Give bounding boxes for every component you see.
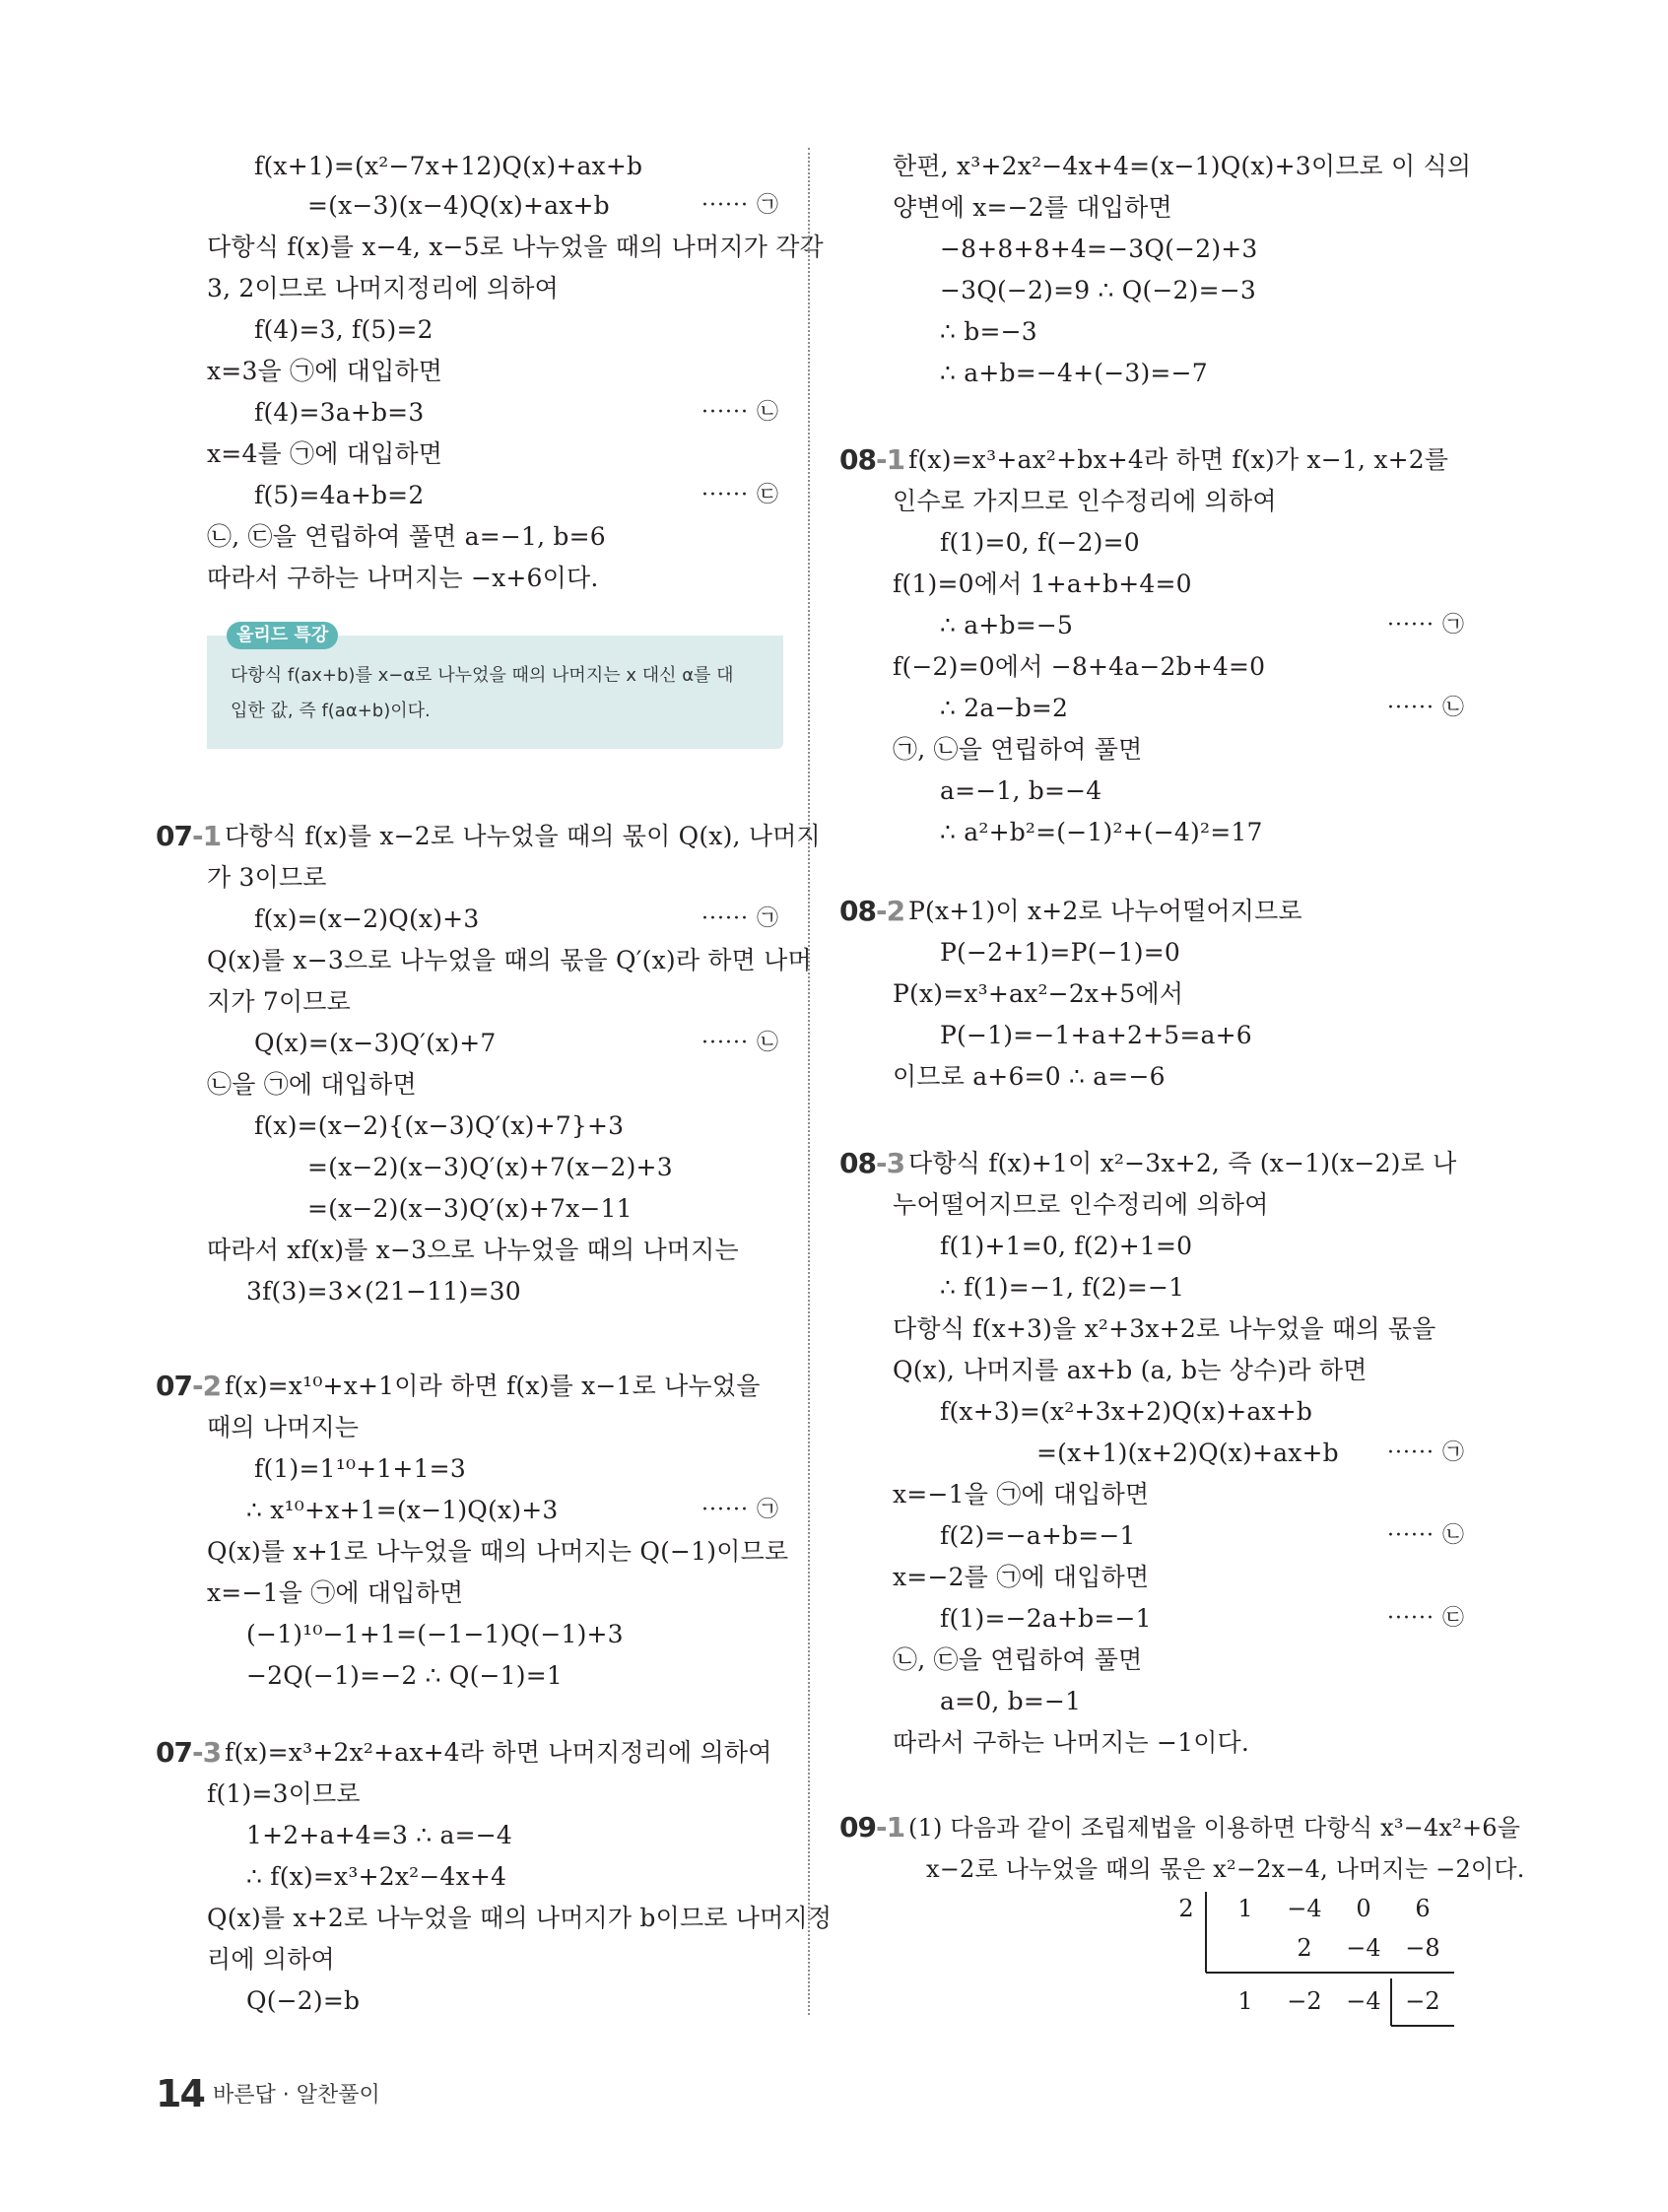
equation-ref: ······ ㉠: [1387, 1441, 1465, 1465]
text-line: x−2로 나누었을 때의 몫은 x²−2x−4, 나머지는 −2이다.: [926, 1855, 1525, 1883]
synth-cell: −8: [1405, 1934, 1440, 1962]
text-line: =(x−2)(x−3)Q′(x)+7(x−2)+3: [307, 1153, 673, 1181]
equation-ref: ······ ㉡: [1387, 1523, 1465, 1548]
text-line: =(x−2)(x−3)Q′(x)+7x−11: [307, 1194, 633, 1223]
problem-label-09-1: 09-1: [839, 1811, 905, 1843]
text-line: f(x+3)=(x²+3x+2)Q(x)+ax+b: [940, 1397, 1313, 1426]
problem-label-08-2: 08-2: [839, 895, 905, 927]
synth-cell: −4: [1287, 1895, 1322, 1922]
text-line: P(−1)=−1+a+2+5=a+6: [940, 1021, 1252, 1049]
text-line: x=−1을 ㉠에 대입하면: [893, 1480, 1150, 1508]
text-line: 지가 7이므로: [207, 987, 352, 1016]
text-line: f(2)=−a+b=−1: [940, 1521, 1136, 1550]
text-line: P(−2+1)=P(−1)=0: [940, 938, 1181, 967]
text-line: a=−1, b=−4: [940, 776, 1102, 805]
tip-box: [207, 625, 783, 749]
text-line: 따라서 구하는 나머지는 −x+6이다.: [207, 564, 599, 592]
text-line: ∴ b=−3: [940, 317, 1037, 346]
text-line: (−1)¹⁰−1+1=(−1−1)Q(−1)+3: [246, 1620, 624, 1648]
text-line: ∴ x¹⁰+x+1=(x−1)Q(x)+3: [246, 1496, 559, 1524]
text-line: 다항식 f(x)+1이 x²−3x+2, 즉 (x−1)(x−2)로 나: [908, 1149, 1457, 1177]
text-line: x=−2를 ㉠에 대입하면: [893, 1563, 1150, 1591]
text-line: 3, 2이므로 나머지정리에 의하여: [207, 274, 559, 302]
problem-label-07-1: 07-1: [156, 820, 222, 852]
text-line: x=4를 ㉠에 대입하면: [207, 439, 443, 468]
text-line: ∴ 2a−b=2: [940, 694, 1069, 722]
column-divider: [808, 148, 810, 2015]
text-line: Q(x)=(x−3)Q′(x)+7: [254, 1029, 497, 1057]
text-line: f(5)=4a+b=2: [254, 481, 425, 509]
text-line: Q(x), 나머지를 ax+b (a, b는 상수)라 하면: [893, 1356, 1368, 1384]
text-line: x=−1을 ㉠에 대입하면: [207, 1578, 464, 1607]
text-line: 인수로 가지므로 인수정리에 의하여: [893, 487, 1277, 515]
page-number: 14: [156, 2072, 204, 2115]
text-line: 1+2+a+4=3 ∴ a=−4: [246, 1821, 513, 1849]
footer-title: 바른답 · 알찬풀이: [213, 2083, 380, 2108]
equation-ref: ······ ㉡: [701, 1031, 779, 1055]
synth-remainder: −2: [1405, 1987, 1440, 2015]
text-line: x=3을 ㉠에 대입하면: [207, 357, 443, 385]
text-line: 따라서 xf(x)를 x−3으로 나누었을 때의 나머지는: [207, 1236, 739, 1264]
text-line: Q(x)를 x+2로 나누었을 때의 나머지가 b이므로 나머지정: [207, 1904, 833, 1932]
equation-ref: ······ ㉢: [1387, 1606, 1465, 1631]
text-line: f(4)=3, f(5)=2: [254, 315, 434, 344]
text-line: f(1)=3이므로: [207, 1779, 361, 1808]
text-line: 가 3이므로: [207, 863, 327, 892]
synth-cell: −4: [1346, 1987, 1381, 2015]
tip-text: 입한 값, 즉 f(aα+b)이다.: [231, 701, 431, 721]
tip-text: 다항식 f(ax+b)를 x−α로 나누었을 때의 나머지는 x 대신 α를 대: [231, 665, 734, 686]
text-line: ∴ a+b=−5: [940, 611, 1074, 639]
text-line: f(−2)=0에서 −8+4a−2b+4=0: [893, 652, 1266, 681]
text-line: f(x)=x³+2x²+ax+4라 하면 나머지정리에 의하여: [225, 1738, 772, 1767]
text-line: ㉡, ㉢을 연립하여 풀면 a=−1, b=6: [207, 522, 606, 551]
text-line: P(x+1)이 x+2로 나누어떨어지므로: [908, 897, 1302, 925]
text-line: 다항식 f(x)를 x−2로 나누었을 때의 몫이 Q(x), 나머지: [225, 822, 821, 850]
text-line: a=0, b=−1: [940, 1687, 1082, 1715]
text-line: (1) 다음과 같이 조립제법을 이용하면 다항식 x³−4x²+6을: [908, 1814, 1521, 1842]
text-line: Q(x)를 x+1로 나누었을 때의 나머지는 Q(−1)이므로: [207, 1537, 789, 1566]
text-line: ∴ a+b=−4+(−3)=−7: [940, 359, 1208, 387]
text-line: ㉡, ㉢을 연립하여 풀면: [893, 1645, 1143, 1674]
synth-cell: 6: [1415, 1895, 1431, 1922]
equation-ref: ······ ㉠: [701, 1498, 779, 1522]
equation-ref: ······ ㉡: [1387, 696, 1465, 720]
equation-ref: ······ ㉡: [701, 400, 779, 425]
text-line: f(4)=3a+b=3: [254, 398, 425, 427]
text-line: f(1)=−2a+b=−1: [940, 1604, 1152, 1633]
text-line: ㉡을 ㉠에 대입하면: [207, 1070, 417, 1099]
text-line: 양변에 x=−2를 대입하면: [893, 193, 1172, 222]
synth-cell: 1: [1237, 1987, 1253, 2015]
synth-cell: −4: [1346, 1934, 1381, 1962]
synth-cell: 1: [1237, 1895, 1253, 1922]
text-line: 다항식 f(x)를 x−4, x−5로 나누었을 때의 나머지가 각각: [207, 233, 824, 261]
text-line: ∴ a²+b²=(−1)²+(−4)²=17: [940, 818, 1263, 846]
problem-label-07-3: 07-3: [156, 1736, 222, 1769]
synth-cell: −2: [1287, 1987, 1322, 2015]
text-line: 누어떨어지므로 인수정리에 의하여: [893, 1190, 1269, 1219]
text-line: ∴ f(x)=x³+2x²−4x+4: [246, 1862, 507, 1891]
text-line: −8+8+8+4=−3Q(−2)+3: [940, 235, 1258, 263]
text-line: f(x+1)=(x²−7x+12)Q(x)+ax+b: [254, 152, 643, 180]
text-line: f(x)=(x−2)Q(x)+3: [254, 905, 480, 933]
text-line: f(1)+1=0, f(2)+1=0: [940, 1232, 1193, 1260]
tip-title: 올리드 특강: [227, 622, 338, 649]
text-line: P(x)=x³+ax²−2x+5에서: [893, 979, 1184, 1008]
text-line: Q(−2)=b: [246, 1986, 361, 2015]
equation-ref: ······ ㉠: [701, 193, 779, 218]
text-line: 리에 의하여: [207, 1945, 335, 1974]
problem-label-08-3: 08-3: [839, 1147, 905, 1179]
synthetic-division-table: [1001, 1872, 1513, 2030]
problem-label-07-2: 07-2: [156, 1370, 222, 1402]
text-line: f(x)=x¹⁰+x+1이라 하면 f(x)를 x−1로 나누었을: [225, 1372, 761, 1400]
text-line: 다항식 f(x+3)을 x²+3x+2로 나누었을 때의 몫을: [893, 1314, 1436, 1343]
equation-ref: ······ ㉠: [701, 906, 779, 931]
text-line: −3Q(−2)=9 ∴ Q(−2)=−3: [940, 276, 1257, 304]
text-line: f(1)=0에서 1+a+b+4=0: [893, 570, 1192, 598]
text-line: ∴ f(1)=−1, f(2)=−1: [940, 1273, 1185, 1302]
text-line: 따라서 구하는 나머지는 −1이다.: [893, 1728, 1250, 1757]
text-line: =(x−3)(x−4)Q(x)+ax+b: [307, 191, 610, 220]
text-line: 이므로 a+6=0 ∴ a=−6: [893, 1062, 1166, 1091]
text-line: f(1)=0, f(−2)=0: [940, 528, 1140, 557]
problem-label-08-1: 08-1: [839, 443, 905, 476]
text-line: ㉠, ㉡을 연립하여 풀면: [893, 735, 1143, 764]
text-line: 3f(3)=3×(21−11)=30: [246, 1277, 521, 1306]
synth-cell: 2: [1297, 1934, 1312, 1962]
text-line: f(x)=x³+ax²+bx+4라 하면 f(x)가 x−1, x+2를: [908, 445, 1449, 474]
text-line: 때의 나머지는: [207, 1413, 360, 1441]
synth-divisor: 2: [1178, 1895, 1194, 1922]
text-line: f(x)=(x−2){(x−3)Q′(x)+7}+3: [254, 1111, 625, 1140]
text-line: −2Q(−1)=−2 ∴ Q(−1)=1: [246, 1661, 564, 1690]
text-line: =(x+1)(x+2)Q(x)+ax+b: [1036, 1439, 1339, 1467]
synth-cell: 0: [1356, 1895, 1371, 1922]
equation-ref: ······ ㉠: [1387, 613, 1465, 637]
text-line: f(1)=1¹⁰+1+1=3: [254, 1454, 466, 1483]
equation-ref: ······ ㉢: [701, 483, 779, 507]
text-line: 한편, x³+2x²−4x+4=(x−1)Q(x)+3이므로 이 식의: [893, 152, 1472, 180]
text-line: Q(x)를 x−3으로 나누었을 때의 몫을 Q′(x)라 하면 나머: [207, 946, 812, 974]
